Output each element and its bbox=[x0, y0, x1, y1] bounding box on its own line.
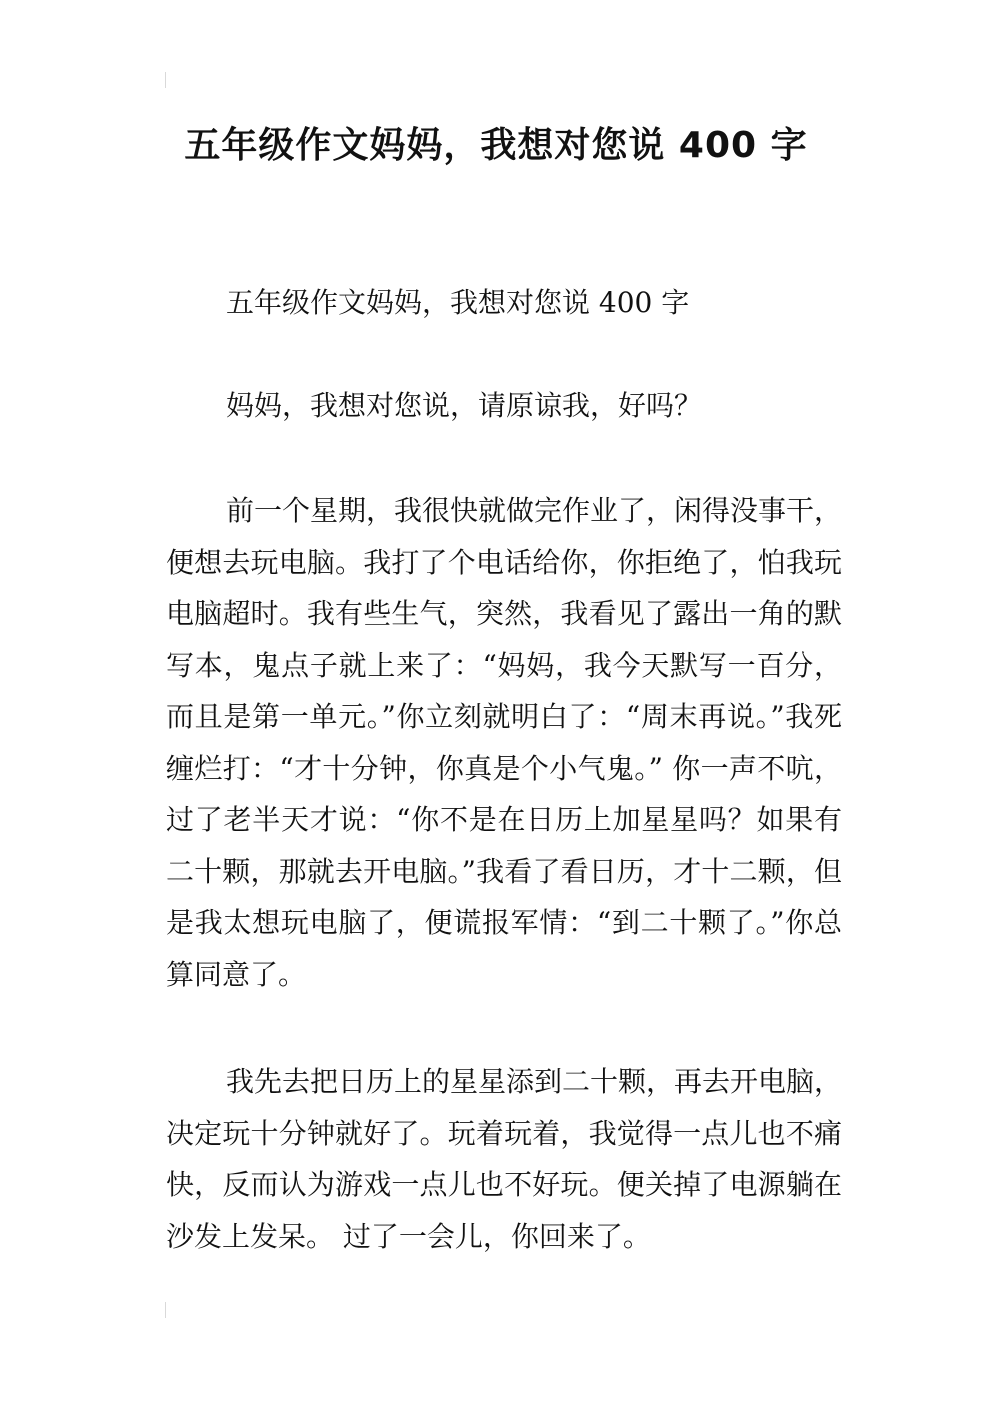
paragraph-text: 我先去把日历上的星星添到二十颗，再去开电脑，决定玩十分钟就好了。玩着玩着，我觉得一点儿也不痛快，反而认为游戏一点儿也不好玩。便关掉了电源躺在沙发上发呆。 过了一会儿，你回来了。 bbox=[166, 1065, 843, 1253]
opening-line-text: 妈妈，我想对您说，请原谅我，好吗？ bbox=[226, 389, 703, 422]
essay-subtitle-text: 五年级作文妈妈，我想对您说 400 字 bbox=[226, 286, 690, 319]
paragraph-1 bbox=[166, 485, 842, 1000]
essay-subtitle bbox=[166, 277, 842, 329]
paragraph-2 bbox=[166, 1056, 842, 1262]
document-title: 五年级作文妈妈，我想对您说 400 字 bbox=[184, 125, 808, 166]
page-margin-mark-top bbox=[165, 72, 166, 88]
page-margin-mark-bottom bbox=[165, 1302, 166, 1318]
paragraph-text: 前一个星期，我很快就做完作业了，闲得没事干，便想去玩电脑。我打了个电话给你，你拒绝了，怕我玩电脑超时。我有些生气，突然，我看见了露出一角的默写本，鬼点子就上来了：“妈妈，我今天默写一百分，而且是第一单元。”你立刻就明白了：“周末再说。”我死缠烂打：“才十分钟，你真是个小气鬼。” 你一声不吭，过了老半天才说：“你不是在日历上加星星吗？如果有二十颗，那就去开电脑。”我看了看日历，才十二颗，但是我太想玩电脑了，便谎报军情：“到二十颗了。”你总算同意了。 bbox=[166, 494, 843, 991]
opening-line bbox=[166, 380, 842, 432]
